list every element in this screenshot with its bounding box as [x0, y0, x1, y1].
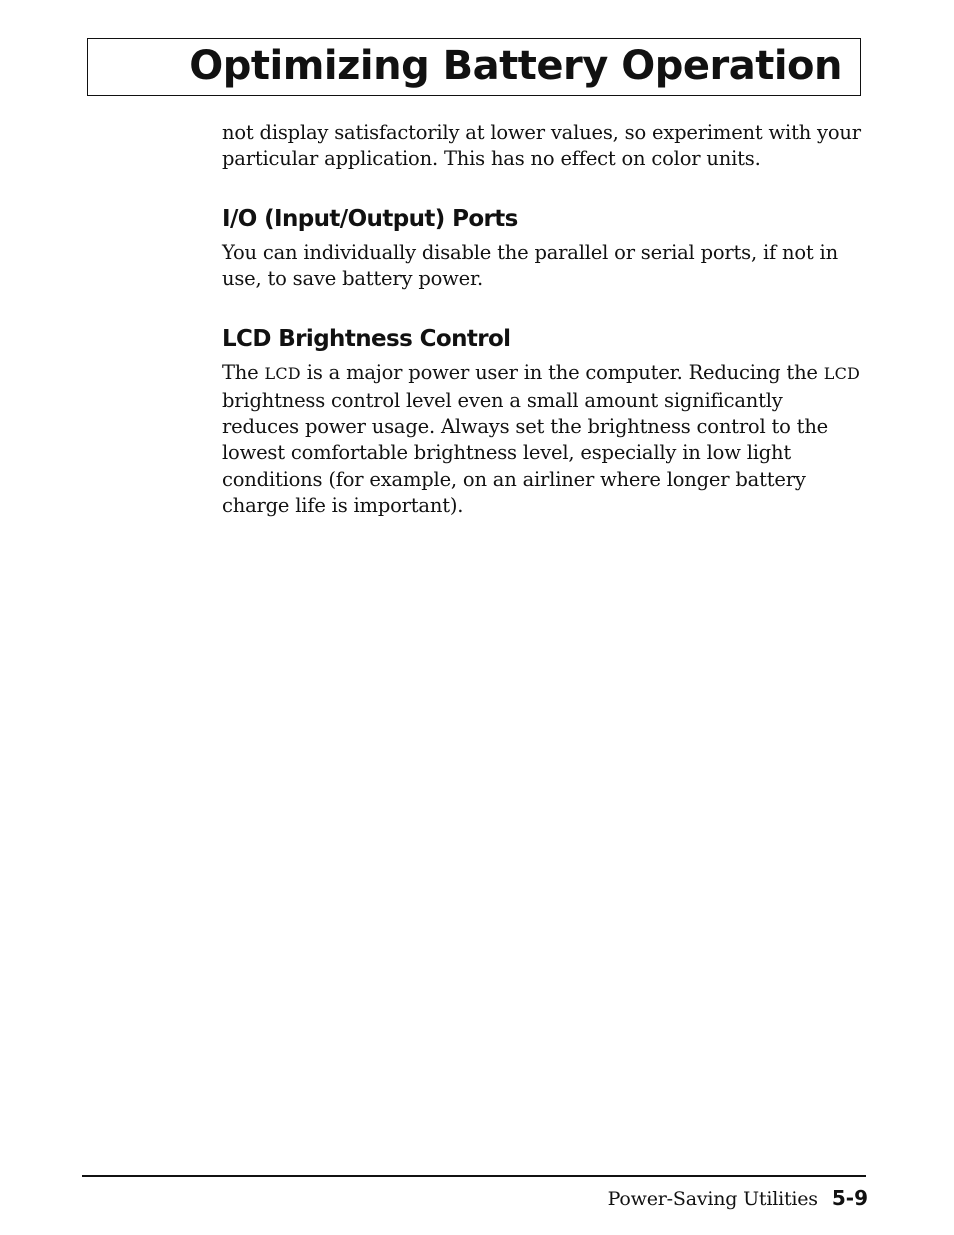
lcd-brightness-paragraph — [222, 360, 862, 519]
io-ports-paragraph: You can individually disable the parallel or serial ports, if not in use, to save battery power. — [222, 241, 838, 291]
lcd-text-part-1: The — [222, 361, 265, 385]
intro-paragraph: not display satisfactorily at lower values, so experiment with your particular application. This has no effect on color units. — [222, 121, 861, 171]
main-content — [222, 120, 862, 519]
footer-section-name: Power-Saving Utilities — [607, 1188, 818, 1210]
section-heading-io-ports: I/O (Input/Output) Ports — [222, 205, 518, 232]
page-footer — [608, 1186, 868, 1210]
lcd-abbreviation: LCD — [823, 364, 861, 384]
lcd-text-part-2: is a major power user in the computer. Reducing the — [300, 361, 824, 385]
lcd-text-part-3: brightness control level even a small amount significantly reduces power usage. Always set the brightness control to the lowest comfortable brightness level, especially in low light conditions (for example, on an airliner where longer battery charge life is important). — [222, 388, 829, 517]
section-heading-lcd-brightness: LCD Brightness Control — [222, 325, 511, 352]
footer-divider — [82, 1175, 866, 1177]
page-number: 5-9 — [831, 1186, 868, 1210]
chapter-header-box — [87, 38, 861, 96]
lcd-abbreviation: LCD — [264, 364, 301, 384]
page-title: Optimizing Battery Operation — [189, 43, 842, 89]
